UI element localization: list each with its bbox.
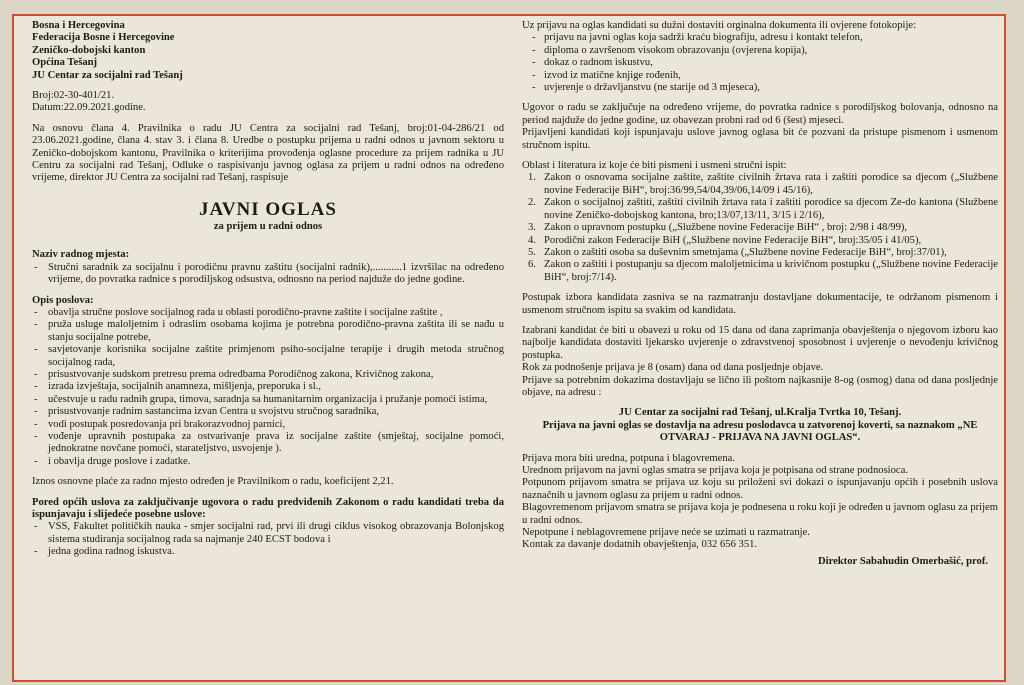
conditions-list	[32, 521, 504, 558]
intro-paragraph: Na osnovu člana 4. Pravilnika o radu JU Centra za socijalni rad Tešanj, broj:01-04-286/21 od 23.06.2021.godine, člana 4. stav 3. i člana 8. Uredbe o postupku prijema u radni odnos u javnom sektoru u Zeničko-dobojskom kantonu, Pravilnika o kriterijima provođenja oglasne procedure za prijem radnika u JU Centru za socijalni rad Tešanj, Odluke o raspisivanju javnog oglasa za prijem u radni odnos na određeno vrijeme, direktor JU Centra za socijalni rad Tešanj, raspisuje	[32, 122, 504, 184]
document-item: - uvjerenje o državljanstvu (ne starije od 3 mjeseca),	[522, 82, 998, 94]
exam-item: 4. Porodični zakon Federacije BiH („Službene novine Federacije BiH“, broj:35/05 i 41/05),	[528, 234, 922, 246]
duty-item: - prisustvovanje sudskom pretresu prema odredbama Porodičnog zakona, Krivičnog zakona,	[32, 369, 504, 381]
conditions-heading: Pored općih uslova za zaključivanje ugovora o radu predviđenih Zakonom o radu kandidati treba da ispunjavaju i slijedeće posebne uslove:	[32, 496, 504, 520]
newspaper-ad	[12, 14, 1006, 682]
duties-heading: Opis poslova:	[32, 294, 94, 306]
condition-item: - jedna godina radnog iskustva.	[32, 546, 504, 558]
exam-list	[522, 172, 998, 284]
header-line: Federacija Bosne i Hercegovine	[32, 32, 175, 44]
submission-text: Prijave sa potrebnim dokazima dostavljaju se lično ili poštom najkasnije 8-og (osmog) dana od dana posljednje objave, na adresu :	[522, 374, 998, 398]
exam-item: 3. Zakon o upravnom postupku („Službene novine Federacije BiH“ , broj: 2/98 i 48/99),	[528, 222, 908, 234]
exam-item: 6. Zakon o zaštiti i postupanju sa djecom maloljetnicima u krivičnom postupku („Službene novine Federacije BiH“, broj:7/14).	[528, 259, 998, 283]
ad-subtitle: za prijem u radni odnos	[213, 220, 323, 232]
closing-line: Blagovremenom prijavom smatra se prijava koja je podnesena u roku koji je određen u javnom oglasu za prijem u radni odnos.	[522, 502, 998, 526]
document-item: - dokaz o radnom iskustvu,	[522, 57, 998, 69]
invitation-text: Prijavljeni kandidati koji ispunjavaju uslove javnog oglasa bit će pozvani da pristupe pismenom i usmenom stručnom ispitu.	[522, 127, 998, 151]
duties-list	[32, 307, 504, 468]
salary-text: Iznos osnovne plaće za radno mjesto određen je Pravilnikom o radu, koeficijent 2,21.	[32, 476, 394, 488]
header-line: Bosna i Hercegovina	[32, 20, 125, 31]
closing-line: Nepotpune i neblagovremene prijave neće se uzimati u razmatranje.	[522, 527, 810, 539]
documents-list	[522, 32, 998, 94]
header-line: JU Centar za socijalni rad Tešanj	[32, 69, 183, 81]
exam-item: 5. Zakon o zaštiti osoba sa duševnim smetnjama („Službene novine Federacije BiH“, broj:37/01),	[528, 246, 947, 258]
duty-item: - i obavlja druge poslove i zadatke.	[32, 456, 504, 468]
exam-item: 1. Zakon o osnovama socijalne zaštite, zaštite civilnih žrtava rata i zaštiti porodice sa djecom („Službene novine Federacije BiH“, broj:36/99,54/04,39/06,14/09 i 45/16),	[528, 172, 998, 196]
contract-text: Ugovor o radu se zaključuje na određeno vrijeme, do povratka radnice s porodiljskog bolovanja, odnosno na period najduže do jedne godine, uz obavezan probni rad od 6 (šest) mjeseci.	[522, 102, 998, 126]
envelope-instructions: Prijava na javni oglas se dostavlja na adresu poslodavca u zatvorenoj koverti, sa naznakom „NE OTVARAJ - PRIJAVA NA JAVNI OGLAS“.	[542, 419, 978, 444]
condition-item: - VSS, Fakultet političkih nauka - smjer socijalni rad, prvi ili drugi ciklus visokog obrazovanja Bolonjskog sistema studiranja socijalnog rada sa najmanje 240 ECST bodova i	[32, 521, 504, 546]
issuer-header	[32, 20, 504, 82]
exam-item: 2. Zakon o socijalnoj zaštiti, zaštiti civilnih žrtava rata i zaštiti porodice sa djecom Ze-do kantona (Službene novine Zeničko-dobojskog kantona, bro;13/07,13/11, 3/15 i 2/16),	[528, 197, 998, 221]
ad-title: JAVNI OGLAS	[199, 198, 337, 220]
selected-candidate-text: Izabrani kandidat će biti u obavezi u roku od 15 dana od dana zaprimanja obavještenja o njegovom izboru kao najbolje kandidata dostaviti ljekarsko uvjerenje o zdravstvenoj sposobnost i uvjerenje o nevođenju krivičnog postupka.	[522, 324, 998, 361]
duty-item: - prisustvovanje radnim sastancima izvan Centra u svojstvu stručnog saradnika,	[32, 406, 504, 418]
documents-heading: Uz prijavu na oglas kandidati su dužni dostaviti orginalna dokumenta ili ovjerene fotokopije:	[522, 20, 917, 31]
closing-line: Prijava mora biti uredna, potpuna i blagovremena.	[522, 452, 735, 464]
duty-item: - pruža usluge maloljetnim i odraslim osobama kojima je potrebna porodično-pravna zaštita ili se nađu u stanju socijalne potrebe,	[32, 319, 504, 344]
deadline-text: Rok za podnošenje prijava je 8 (osam) dana od dana posljednje objave.	[522, 362, 824, 374]
left-column	[32, 20, 504, 559]
document-item: - prijavu na javni oglas koja sadrži kraću biografiju, adresu i kontakt telefon,	[522, 32, 998, 44]
selection-text: Postupak izbora kandidata zasniva se na razmatranju dostavljane dokumentacije, te održanom pismenom i usmenom stručnom ispitu sa svakim od kandidata.	[522, 292, 998, 316]
employer-address: JU Centar za socijalni rad Tešanj, ul.Kralja Tvrtka 10, Tešanj.	[618, 407, 902, 419]
signatory-role: Direktor	[817, 555, 858, 567]
duty-item: - izrada izvještaja, socijalnih anamneza, mišljenja, preporuka i sl.,	[32, 381, 504, 393]
closing-notes	[522, 453, 998, 552]
header-line: Zeničko-dobojski kanton	[32, 44, 146, 56]
duty-item: - učestvuje u radu radnih grupa, timova, saradnja sa humanitarnim organizacija i pružanje pomoći istima,	[32, 394, 504, 406]
duty-item: - obavlja stručne poslove socijalnog rada u oblasti porodično-pravne zaštite i socijalne zaštite ,	[32, 307, 504, 319]
header-line: Općina Tešanj	[32, 57, 98, 69]
position-text: - Stručni saradnik za socijalnu i porodičnu pravnu zaštitu (socijalni radnik),...........1 izvršilac na određeno vrijeme, do povratka radnice s porodiljskog odsustva, odnosno na period najduže do jedne godine.	[32, 262, 504, 287]
right-column	[522, 20, 998, 568]
document-item: - izvod iz matične knjige rođenih,	[522, 70, 998, 82]
position-list	[32, 262, 504, 287]
closing-line: Kontak za davanje dodatnih obavještenja, 032 656 351.	[522, 539, 758, 551]
document-date: Datum:22.09.2021.godine.	[32, 102, 146, 114]
exam-heading: Oblast i literatura iz koje će biti pismeni i usmeni stručni ispit:	[522, 160, 787, 172]
reference-number: Broj:02-30-401/21.	[32, 90, 115, 102]
duty-item: - savjetovanje korisnika socijalne zaštite primjenom psiho-socijalne terapije i drugih metoda stručnog socijalnog rada,	[32, 344, 504, 369]
signatory-name: Sabahudin Omerbašić, prof.	[859, 555, 988, 567]
closing-line: Urednom prijavom na javni oglas smatra se prijava koja je potpisana od strane podnosioca.	[522, 465, 908, 476]
closing-line: Potpunom prijavom smatra se prijava uz koju su priloženi svi dokazi o ispunjavanju općih i posebnih uslova naznačnih u javnom oglasu za prijem u radni odnos.	[522, 477, 998, 501]
document-item: - diploma o završenom visokom obrazovanju (ovjerena kopija),	[522, 45, 998, 57]
position-heading: Naziv radnog mjesta:	[32, 249, 130, 261]
duty-item: - vođenje upravnih postupaka za ostvarivanje prava iz socijalne zaštite (smještaj, socijalne pomoći, jednokratne novčane pomoći, starateljstvo, usvojenje ).	[32, 431, 504, 456]
duty-item: - vodi postupak posredovanja pri brakorazvodnoj parnici,	[32, 419, 504, 431]
signature-block	[522, 556, 998, 568]
